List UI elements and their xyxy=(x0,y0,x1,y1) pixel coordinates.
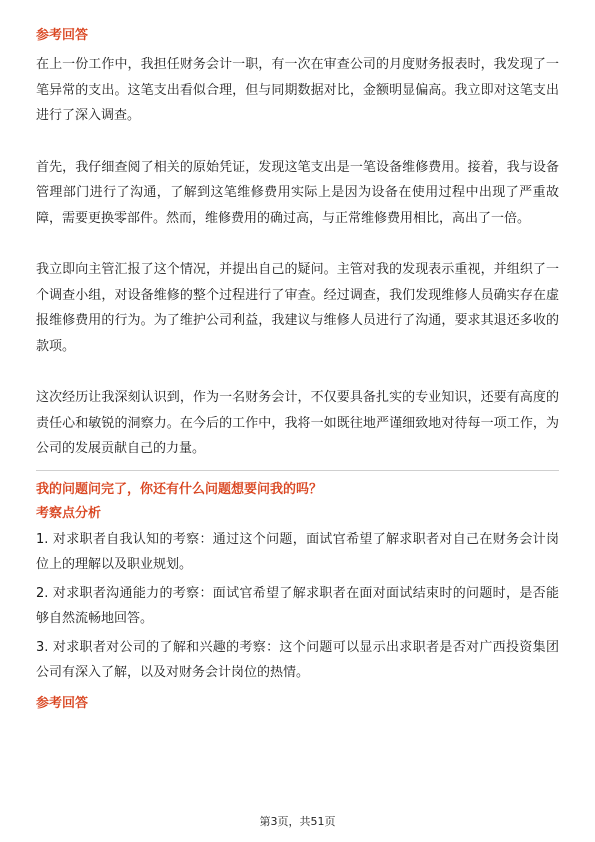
answer-paragraph: 我立即向主管汇报了这个情况，并提出自己的疑问。主管对我的发现表示重视，并组织了一个调查小组，对设备维修的整个过程进行了审查。经过调查，我们发现维修人员确实存在虚报维修费用的行为。为了维护公司利益，我建议与维修人员进行了沟通，要求其退还多收的款项。 xyxy=(36,262,559,354)
answer-paragraph: 在上一份工作中，我担任财务会计一职，有一次在审查公司的月度财务报表时，我发现了一笔异常的支出。这笔支出看似合理，但与同期数据对比，金额明显偏高。我立即对这笔支出进行了深入调查。 xyxy=(36,57,559,123)
analysis-item: 3. 对求职者对公司的了解和兴趣的考察：这个问题可以显示出求职者是否对广西投资集团公司有深入了解，以及对财务会计岗位的热情。 xyxy=(36,639,559,680)
section-divider xyxy=(36,470,559,471)
answer-paragraph: 这次经历让我深刻认识到，作为一名财务会计，不仅要具备扎实的专业知识，还要有高度的责任心和敏锐的洞察力。在今后的工作中，我将一如既往地严谨细致地对待每一项工作，为公司的发展贡献自己的力量。 xyxy=(36,390,559,456)
answer-heading-next: 参考回答 xyxy=(36,695,89,711)
answer-heading: 参考回答 xyxy=(36,28,89,43)
answer-paragraph: 首先，我仔细查阅了相关的原始凭证，发现这笔支出是一笔设备维修费用。接着，我与设备管理部门进行了沟通，了解到这笔维修费用实际上是因为设备在使用过程中出现了严重故障，需要更换零部件。然而，维修费用的确过高，与正常维修费用相比，高出了一倍。 xyxy=(36,159,559,226)
analysis-item: 1. 对求职者自我认知的考察：通过这个问题，面试官希望了解求职者对自己在财务会计岗位上的理解以及职业规划。 xyxy=(36,531,559,572)
document-page xyxy=(36,26,559,714)
interview-question: 我的问题问完了，你还有什么问题想要问我的吗？ xyxy=(36,481,323,497)
analysis-heading: 考察点分析 xyxy=(36,505,102,521)
analysis-item: 2. 对求职者沟通能力的考察：面试官希望了解求职者在面对面试结束时的问题时，是否能够自然流畅地回答。 xyxy=(36,585,559,626)
page-number: 第3页，共51页 xyxy=(259,815,336,828)
